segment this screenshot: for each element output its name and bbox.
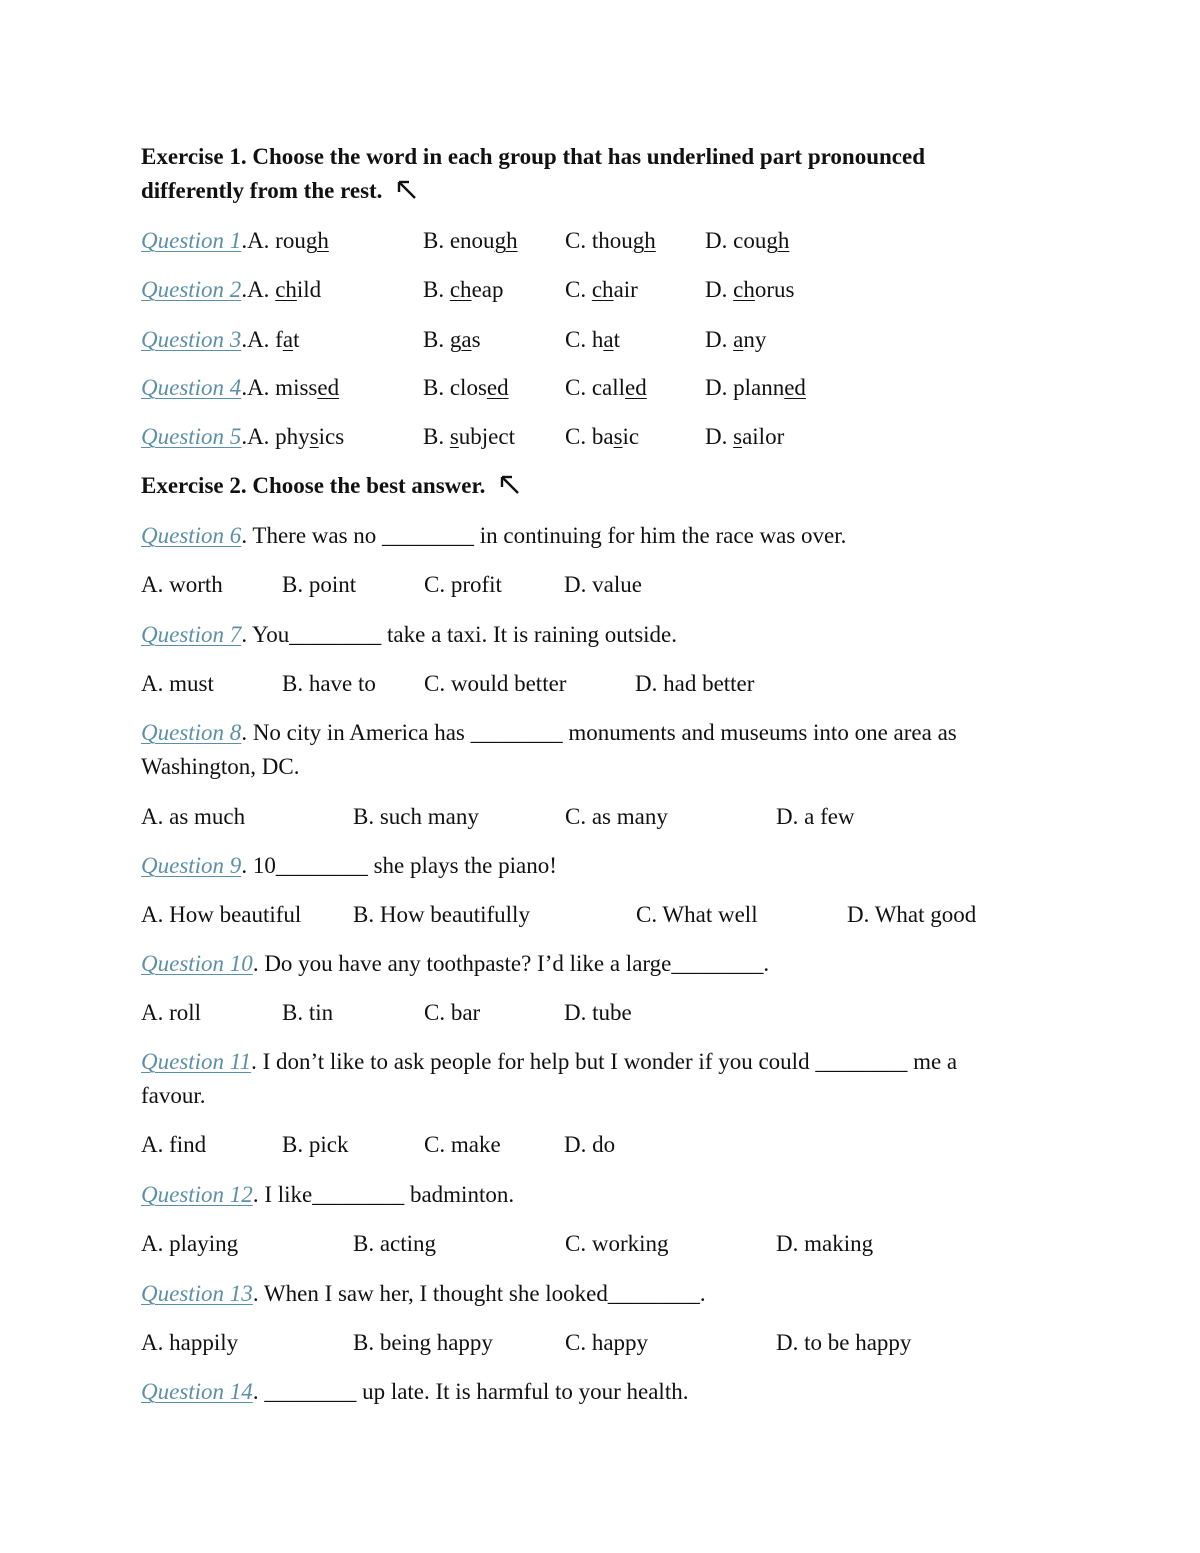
option: D. planned	[705, 375, 806, 400]
option: C. chair	[565, 277, 638, 302]
answer-option: A. as much	[141, 804, 246, 829]
option: .A. missed	[241, 375, 340, 400]
question-stem	[141, 947, 769, 981]
question-stem	[141, 1178, 514, 1212]
option: D. any	[705, 327, 767, 352]
question-text: . There was no ________ in continuing for him the race was over.	[241, 523, 847, 548]
option: B. subject	[423, 424, 515, 449]
question-stem	[141, 519, 846, 553]
question-14-link[interactable]: Question 14	[141, 1379, 253, 1404]
question-stem	[141, 618, 677, 652]
question-row	[141, 323, 841, 357]
question-row	[141, 224, 841, 258]
answer-option: D. had better	[635, 671, 755, 696]
question-stem	[141, 1277, 706, 1311]
question-stem	[141, 716, 957, 750]
answer-option: A. happily	[141, 1330, 239, 1355]
question-stem-cont	[141, 1079, 206, 1113]
answer-option: C. working	[565, 1231, 669, 1256]
question-stem	[141, 1375, 688, 1409]
exercise-1-title-line2: differently from the rest.	[141, 178, 383, 203]
option: C. called	[565, 375, 647, 400]
question-13-link[interactable]: Question 13	[141, 1281, 253, 1306]
question-text: . I don’t like to ask people for help but I wonder if you could ________ me a	[251, 1049, 958, 1074]
question-stem-cont	[141, 750, 300, 784]
answer-option: D. do	[564, 1132, 616, 1157]
option: B. gas	[423, 327, 481, 352]
answer-option: D. making	[776, 1231, 874, 1256]
option: D. cough	[705, 228, 790, 253]
answer-option: C. bar	[424, 1000, 481, 1025]
answer-option: D. a few	[776, 804, 855, 829]
question-11-link[interactable]: Question 11	[141, 1049, 252, 1074]
question-text: . I like________ badminton.	[252, 1182, 515, 1207]
question-1-link[interactable]: Question 1	[141, 228, 242, 253]
option: .A. child	[241, 277, 322, 302]
answer-option: B. such many	[353, 804, 479, 829]
question-10-link[interactable]: Question 10	[141, 951, 253, 976]
question-text: favour.	[141, 1083, 206, 1108]
option: B. closed	[423, 375, 509, 400]
answer-option: A. How beautiful	[141, 902, 302, 927]
option: B. cheap	[423, 277, 504, 302]
question-5-link[interactable]: Question 5	[141, 424, 242, 449]
answer-option: C. as many	[565, 804, 668, 829]
question-12-link[interactable]: Question 12	[141, 1182, 253, 1207]
answer-option: A. playing	[141, 1231, 239, 1256]
option: .A. fat	[241, 327, 300, 352]
question-text: . 10________ she plays the piano!	[241, 853, 557, 878]
answer-option: A. worth	[141, 572, 223, 597]
option: C. basic	[565, 424, 640, 449]
answer-option: D. What good	[847, 902, 977, 927]
exercise-1-title-line1: Exercise 1. Choose the word in each group that has underlined part pronounced	[141, 144, 925, 169]
answer-option: B. How beautifully	[353, 902, 530, 927]
option: B. enough	[423, 228, 518, 253]
question-text: . Do you have any toothpaste? I’d like a large________.	[252, 951, 770, 976]
question-text: . You________ take a taxi. It is raining outside.	[241, 622, 677, 647]
question-3-link[interactable]: Question 3	[141, 327, 242, 352]
question-row	[141, 371, 841, 405]
question-text: . ________ up late. It is harmful to your health.	[252, 1379, 689, 1404]
question-8-link[interactable]: Question 8	[141, 720, 242, 745]
answer-option: D. value	[564, 572, 642, 597]
answer-option: D. tube	[564, 1000, 632, 1025]
back-to-top-arrow-icon[interactable]	[396, 179, 418, 201]
answer-option: C. profit	[424, 572, 502, 597]
question-row	[141, 273, 841, 307]
option: D. chorus	[705, 277, 795, 302]
answer-option: C. make	[424, 1132, 501, 1157]
question-row	[141, 420, 841, 454]
option: .A. physics	[241, 424, 345, 449]
question-9-link[interactable]: Question 9	[141, 853, 242, 878]
answer-option: C. would better	[424, 671, 567, 696]
answer-option: A. find	[141, 1132, 207, 1157]
option: C. hat	[565, 327, 620, 352]
answer-option: C. happy	[565, 1330, 649, 1355]
option: D. sailor	[705, 424, 785, 449]
answer-option: B. have to	[282, 671, 376, 696]
question-text: . When I saw her, I thought she looked________.	[252, 1281, 706, 1306]
option: C. though	[565, 228, 656, 253]
question-2-link[interactable]: Question 2	[141, 277, 242, 302]
question-6-link[interactable]: Question 6	[141, 523, 242, 548]
answer-option: B. acting	[353, 1231, 437, 1256]
question-4-link[interactable]: Question 4	[141, 375, 242, 400]
exercise-2-title	[141, 469, 521, 503]
question-stem	[141, 1045, 957, 1079]
answer-option: B. pick	[282, 1132, 349, 1157]
answer-option: B. point	[282, 572, 357, 597]
exercise-1-title	[141, 140, 925, 174]
answer-option: C. What well	[636, 902, 758, 927]
exercise-1-title-cont	[141, 174, 418, 208]
question-text: . No city in America has ________ monuments and museums into one area as	[241, 720, 957, 745]
answer-option: D. to be happy	[776, 1330, 912, 1355]
back-to-top-arrow-icon[interactable]	[499, 474, 521, 496]
question-stem	[141, 849, 557, 883]
exercise-2-title-text: Exercise 2. Choose the best answer.	[141, 473, 486, 498]
answer-option: A. roll	[141, 1000, 202, 1025]
option: .A. rough	[241, 228, 329, 253]
answer-option: A. must	[141, 671, 214, 696]
question-7-link[interactable]: Question 7	[141, 622, 242, 647]
answer-option: B. being happy	[353, 1330, 493, 1355]
answer-option: B. tin	[282, 1000, 334, 1025]
question-text: Washington, DC.	[141, 754, 300, 779]
